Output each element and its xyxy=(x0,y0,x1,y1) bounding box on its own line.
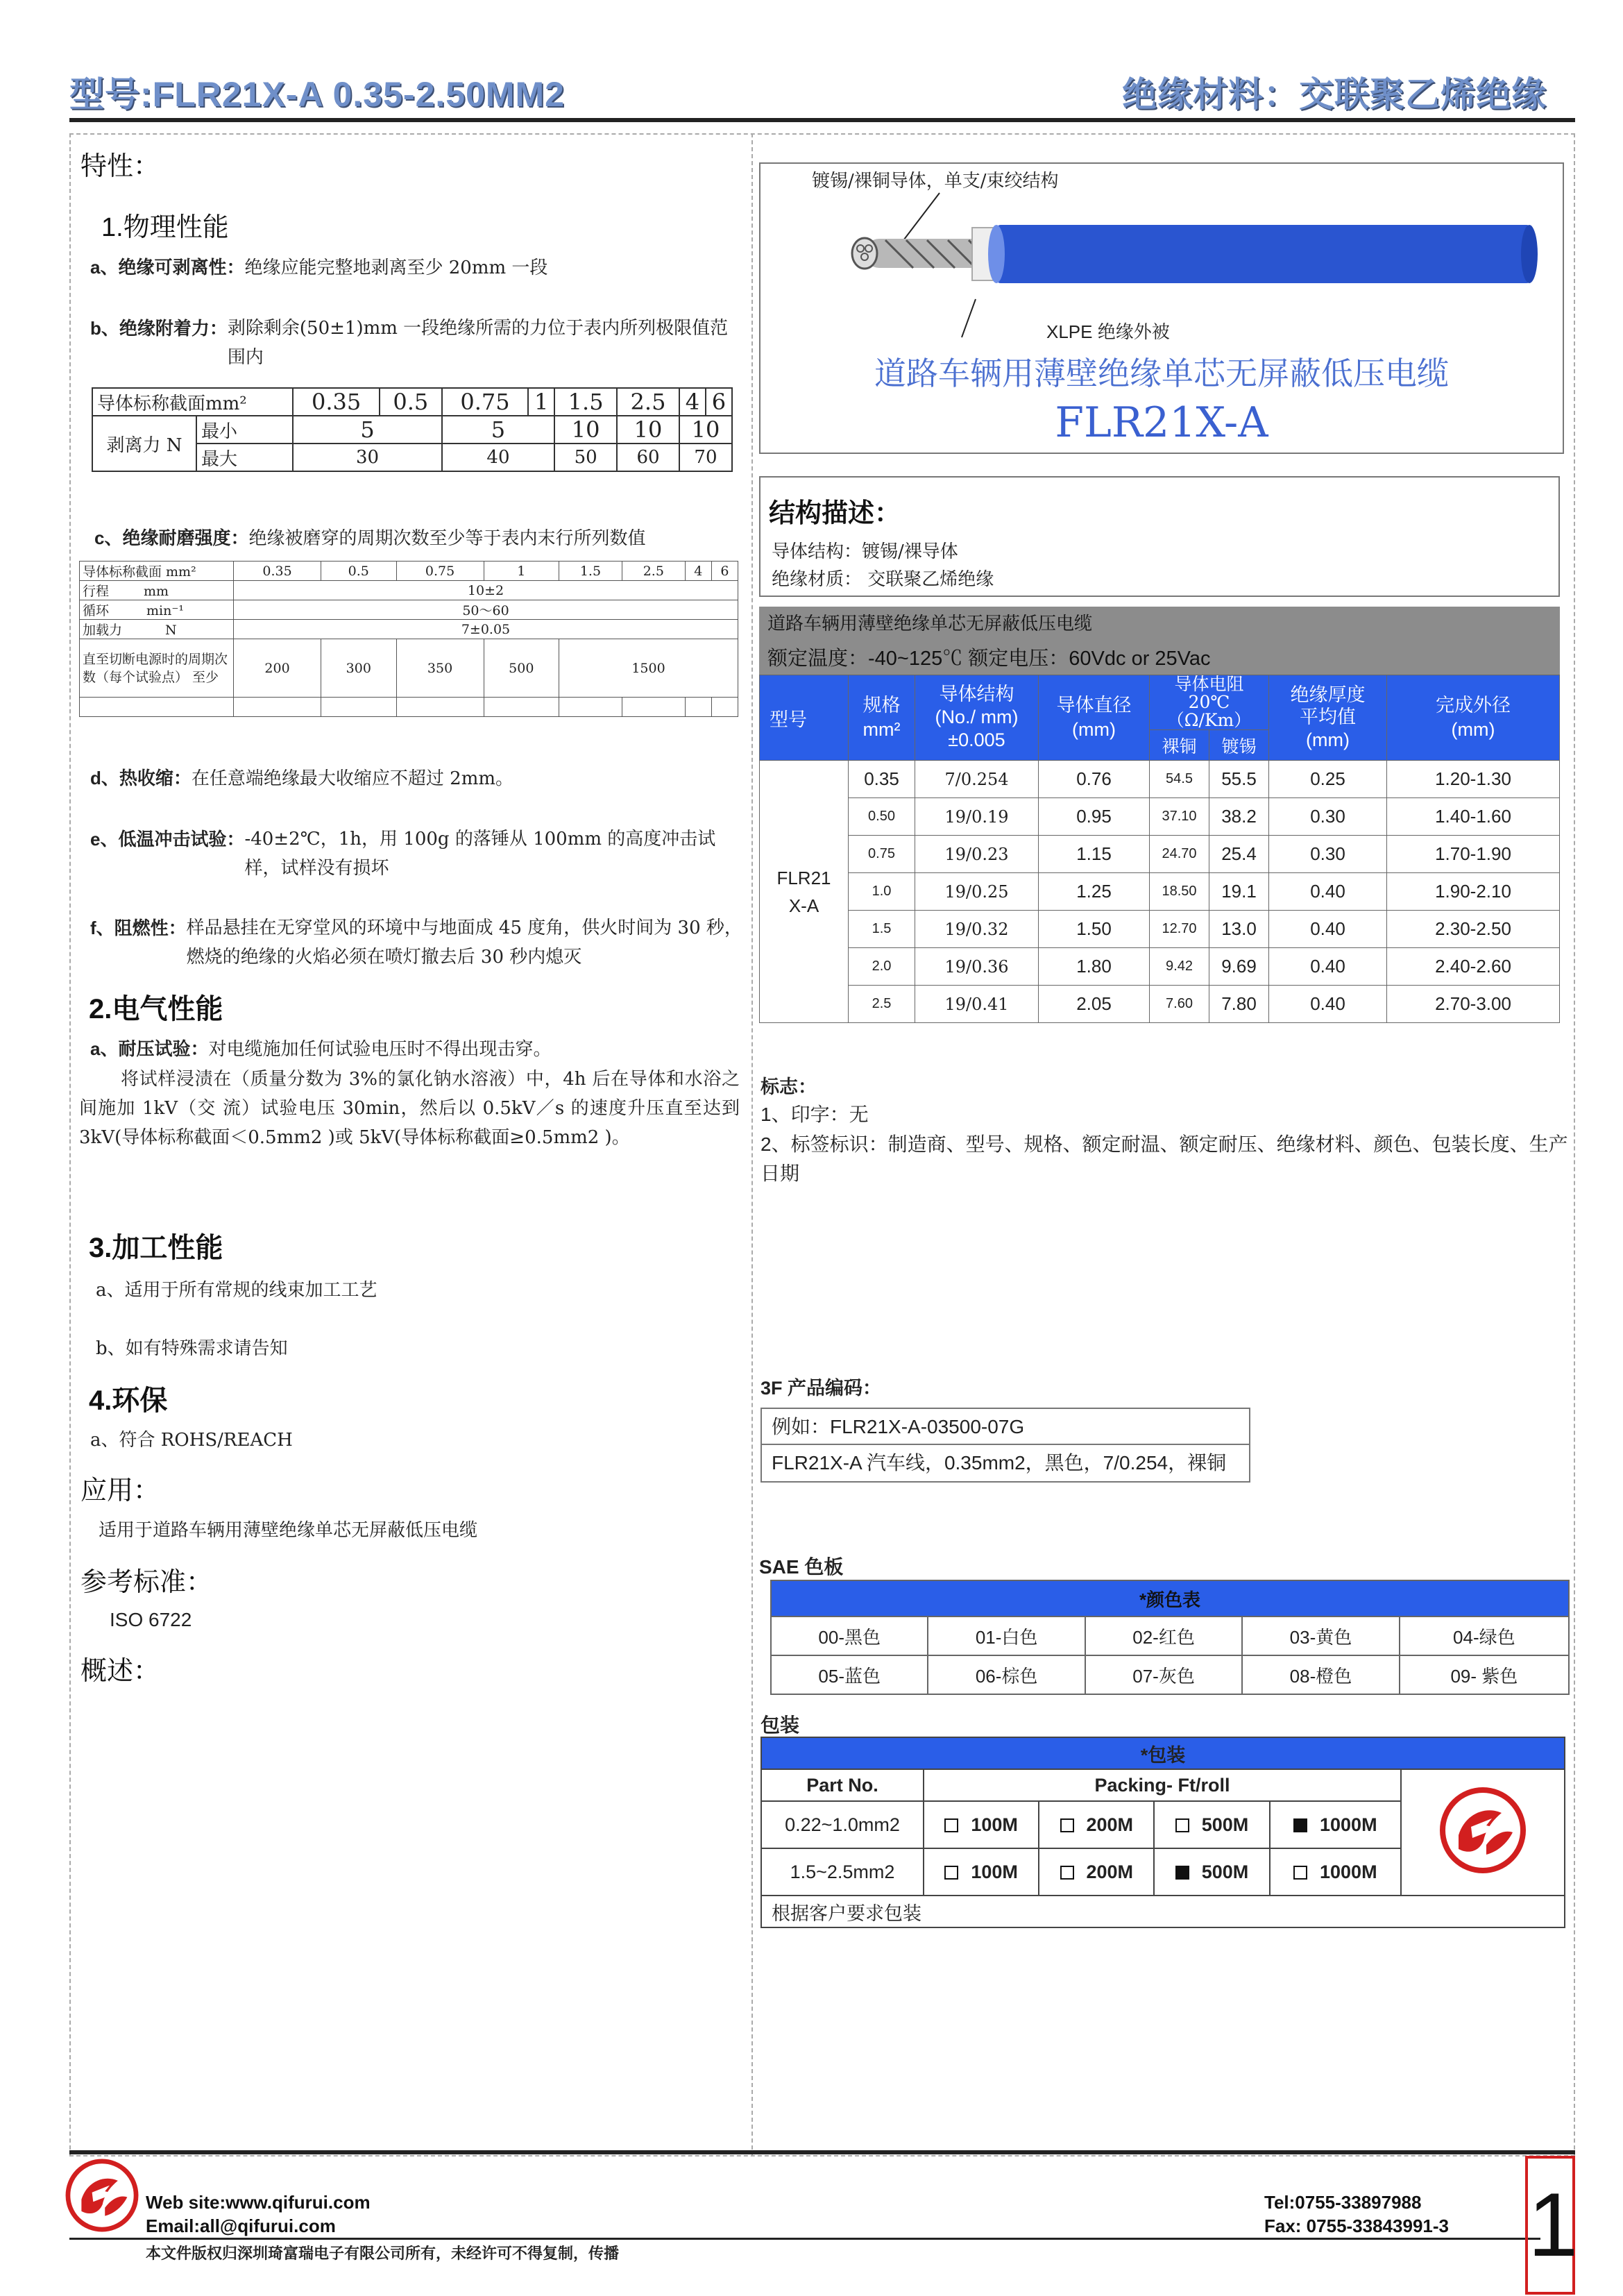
coding-title: 3F 产品编码： xyxy=(760,1378,882,1399)
structure-conductor: 导体结构：镀锡/裸导体 xyxy=(772,541,958,562)
packing-logo-cell xyxy=(1401,1769,1565,1896)
physical-title: 1.物理性能 xyxy=(101,213,229,242)
marking-label: 2、标签标识：制造商、型号、规格、额定耐温、额定耐压、绝缘材料、颜色、包装长度、生产日期 xyxy=(760,1133,1568,1184)
coding-example: 例如：FLR21X-A-03500-07G xyxy=(762,1409,1249,1445)
spec-table: 型号 规格 mm² 导体结构 (No./ mm) ±0.005 导体直径 (mm) 导体电阻 20℃ （Ω/Km） 绝缘厚度 平均值 (mm) 完成外径 (mm) 裸铜 镀锡 FLR21 X-A 0.35 7/0.254 0.76 54.5 55.5 0.25 1.20-1.30 0.50 19/0.19 0.95 37.10 38.2 0.30 1.40-1.60 0.75 19/0.23 1.15 24.70 25.4 0.30 1.70-1.90 1.0 19/0.25 1.25 18.50 19.1 0.40 1.90-2.10 1.5 19/0.32 1.50 12.70 13.0 0.40 2.30-2.50 2.0 19/0.36 1.80 9.42 9.69 0.40 2.40-2.60 2.5 19/0.41 2.05 7.60 7.80 0.40 2.70-3.00 xyxy=(759,675,1560,1023)
flame-retardant-item: f、阻燃性： 样品悬挂在无穿堂风的环境中与地面成 45 度角，供火时间为 30 秒，燃烧的绝缘的火焰必须在喷灯撤去后 30 秒内熄灭 xyxy=(90,918,742,968)
heat-shrink-item: d、热收缩：在任意端绝缘最大收缩应不超过 2mm。 xyxy=(90,768,514,789)
abrasion-item: c、绝缘耐磨强度：绝缘被磨穿的周期次数至少等于表内末行所列数值 xyxy=(94,527,646,549)
pack-500m-large-checkbox[interactable] xyxy=(1175,1866,1189,1880)
peelability-item: a、绝缘可剥离性：绝缘应能完整地剥离至少 20mm 一段 xyxy=(90,257,548,278)
overview-title: 概述： xyxy=(80,1657,160,1686)
structure-title: 结构描述： xyxy=(769,499,901,528)
product-image-box xyxy=(759,162,1564,454)
voltage-test-paragraph: 将试样浸渍在（质量分数为 3%的氯化钠水溶液）中，4h 后在导体和水浴之间施加 1kV（交 流）试验电压 30min，然后以 0.5kV／s 的速度升压直至达到 3kV(导体标称截面＜0.5mm2 )或 5kV(导体标称截面≥0.5mm2 )。 xyxy=(79,1069,740,1148)
cold-impact-item: e、低温冲击试验： -40±2℃，1h，用 100g 的落锤从 100mm 的高度冲击试样，试样没有损坏 xyxy=(90,829,716,879)
coding-box xyxy=(760,1408,1250,1483)
strip-force-table: 导体标称截面mm² 0.35 0.5 0.75 1 1.5 2.5 4 6 剥离力 N 最小 5 5 10 10 10 最大 30 40 50 60 70 xyxy=(92,387,733,472)
pack-1000m-large-checkbox[interactable] xyxy=(1293,1866,1307,1880)
application-text: 适用于道路车辆用薄壁绝缘单芯无屏蔽低压电缆 xyxy=(99,1520,478,1541)
footer-copyright: 本文件版权归深圳琦富瑞电子有限公司所有，未经许可不得复制，传播 xyxy=(146,2245,620,2263)
colors-title: SAE 色板 xyxy=(759,1556,844,1578)
pack-100m-large-checkbox[interactable] xyxy=(944,1866,958,1880)
footer-email: Email:all@qifurui.com xyxy=(146,2215,336,2236)
pack-200m-large-checkbox[interactable] xyxy=(1060,1866,1074,1880)
footer-logo-icon xyxy=(64,2157,140,2234)
footer-rule xyxy=(69,2150,1575,2154)
model-title: 型号:FLR21X-A 0.35-2.50MM2 xyxy=(69,75,565,114)
spec-banner xyxy=(759,607,1560,675)
company-logo-icon xyxy=(1438,1785,1528,1875)
column-divider xyxy=(751,133,753,2156)
footer-website: Web site:www.qifurui.com xyxy=(146,2192,371,2213)
insulation-material-title: 绝缘材料：交联聚乙烯绝缘 xyxy=(1122,75,1547,114)
marking-title: 标志： xyxy=(760,1077,817,1097)
pack-1000m-small-checkbox[interactable] xyxy=(1293,1818,1307,1832)
environment-title: 4.环保 xyxy=(89,1385,168,1416)
features-title: 特性： xyxy=(80,152,160,181)
marking-print: 1、印字：无 xyxy=(760,1104,869,1125)
voltage-test-item: a、耐压试验：对电缆施加任何试验电压时不得出现击穿。 xyxy=(90,1038,552,1060)
structure-box xyxy=(759,476,1560,597)
processing-item-a: a、适用于所有常规的线束加工工艺 xyxy=(96,1280,377,1301)
packing-title: 包装 xyxy=(760,1714,800,1736)
electrical-title: 2.电气性能 xyxy=(89,994,223,1024)
conductor-label: 镀锡/裸铜导体，单支/束绞结构 xyxy=(812,171,1059,192)
abrasion-table: 导体标称截面 mm² 0.35 0.5 0.75 1 1.5 2.5 4 6 行程 mm 10±2 循环 min⁻¹ 50～60 加载力 N 7±0.05 直至切断电源时的周期次数（每个试验点） 至少 200 300 350 500 1500 xyxy=(79,561,738,717)
pack-500m-small-checkbox[interactable] xyxy=(1175,1818,1189,1832)
footer-tel: Tel:0755-33897988 xyxy=(1264,2192,1422,2213)
adhesion-item: b、绝缘附着力： 剥除剩余(50±1)mm 一段绝缘所需的力位于表内所列极限值范围内 xyxy=(90,318,729,368)
product-code: FLR21X-A xyxy=(1055,398,1268,447)
footer-rule-2 xyxy=(69,2238,1540,2240)
spec-model-cell: FLR21 X-A xyxy=(760,761,849,1023)
spec-title-line: 道路车辆用薄壁绝缘单芯无屏蔽低压电缆 xyxy=(767,614,1093,634)
structure-insulation: 绝缘材质： 交联聚乙烯绝缘 xyxy=(772,569,994,590)
processing-title: 3.加工性能 xyxy=(89,1233,223,1263)
product-name: 道路车辆用薄壁绝缘单芯无屏蔽低压电缆 xyxy=(874,355,1449,392)
application-title: 应用： xyxy=(80,1476,160,1505)
spec-rating-line: 额定温度：-40~125℃ 额定电压：60Vdc or 25Vac xyxy=(767,648,1211,670)
footer-fax: Fax: 0755-33843991-3 xyxy=(1264,2215,1449,2236)
standard-text: ISO 6722 xyxy=(110,1609,192,1630)
color-table: *颜色表 00-黑色 01-白色 02-红色 03-黄色 04-绿色 05-蓝色 06-棕色 07-灰色 08-橙色 09- 紫色 xyxy=(770,1580,1570,1695)
page-number: 1 xyxy=(1525,2156,1575,2295)
packing-table: *包装 Part No. Packing- Ft/roll 0.22~1.0mm2 100M 200M 500M 1000M 1.5~2.5mm2 100M 200M 500M 1000M 根据客户要求包装 xyxy=(760,1737,1565,1928)
pack-200m-small-checkbox[interactable] xyxy=(1060,1818,1074,1832)
standard-title: 参考标准： xyxy=(80,1568,213,1597)
coding-desc: FLR21X-A 汽车线，0.35mm2，黑色，7/0.254，裸铜 xyxy=(772,1452,1227,1474)
environment-item-a: a、符合 ROHS/REACH xyxy=(90,1430,293,1451)
insulation-label: XLPE 绝缘外被 xyxy=(1046,321,1170,342)
processing-item-b: b、如有特殊需求请告知 xyxy=(96,1338,288,1359)
header-rule xyxy=(69,118,1575,122)
pack-100m-small-checkbox[interactable] xyxy=(944,1818,958,1832)
